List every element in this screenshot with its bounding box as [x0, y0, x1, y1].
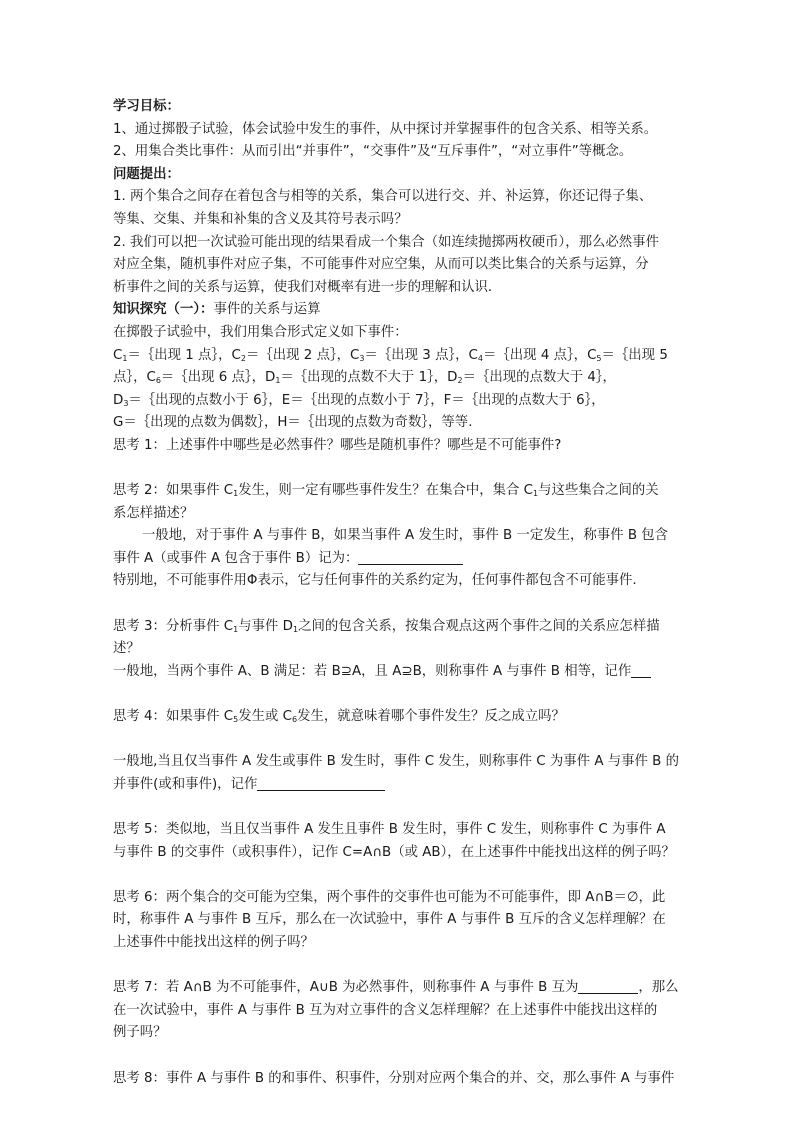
subscript-text: 2 — [240, 353, 246, 363]
subscript-text: 1 — [533, 489, 539, 499]
text-segment: ＝｛出现 1 点｝，C — [127, 347, 241, 363]
subscript-text: 1 — [233, 624, 239, 634]
text-segment: ＝｛出现 6 点｝，D — [160, 370, 276, 386]
text-segment: C — [113, 347, 123, 363]
think-5-line-2: 与事件 B 的交事件（或积事件），记作 C=A∩B（或 AB），在上述事件中能找出这样的例子吗？ — [113, 844, 675, 860]
special-note: 特别地，不可能事件用Φ表示，它与任何事件的关系约定为，任何事件都包含不可能事件. — [113, 573, 637, 589]
think-2-line-1 — [113, 480, 685, 503]
text-segment: 与这些集合之间的关 — [538, 483, 659, 499]
equal-line — [113, 661, 685, 684]
subscript-text: 1 — [233, 489, 239, 499]
definition-line-3 — [113, 390, 685, 413]
question-1-line-2: 等集、交集、并集和补集的含义及其符号表示吗？ — [113, 211, 408, 227]
heading-explore-topic: 事件的关系与运算 — [213, 302, 321, 318]
text-segment: 发生，则一定有哪些事件发生？在集合中，集合 C — [238, 483, 534, 499]
text-segment: ＝｛出现 2 点｝，C — [245, 347, 360, 363]
text-segment: 思考 2：如果事件 C — [113, 483, 234, 499]
subscript-text: 1 — [292, 624, 299, 634]
definition-line-2 — [113, 367, 685, 390]
subscript-text: 5 — [233, 715, 239, 725]
goal-1: 1、通过掷骰子试验，体会试验中发生的事件，从中探讨并掌握事件的包含关系、相等关系。 — [113, 121, 658, 137]
subscript-text: 3 — [359, 353, 365, 363]
contain-line-1: 一般地，对于事件 A 与事件 B，如果当事件 A 发生时，事件 B 一定发生，称事件 B 包含 — [142, 528, 669, 544]
text-segment: ＝｛出现的点数不大于 1｝，D — [280, 370, 458, 386]
heading-learning-goals: 学习目标： — [113, 99, 180, 114]
think-6-line-3: 上述事件中能找出这样的例子吗？ — [113, 934, 314, 950]
goal-2: 2、用集合类比事件：从而引出“并事件”，“交事件”及“互斥事件”，“对立事件”等概念。 — [113, 144, 633, 160]
union-answer-blank[interactable] — [257, 775, 385, 791]
union-line-1: 一般地,当且仅当事件 A 发生或事件 B 发生时，事件 C 发生，则称事件 C 为事件 A 与事件 B 的 — [113, 754, 680, 770]
question-2-line-3: 析事件之间的关系与运算，使我们对概率有进一步的理解和认识． — [113, 279, 502, 295]
think-6-line-2: 时，称事件 A 与事件 B 互斥，那么在一次试验中，事件 A 与事件 B 互斥的含义怎样理解？在 — [113, 912, 666, 928]
text-segment: ＝｛出现 4 点｝，C — [483, 347, 597, 363]
subscript-text: 3 — [123, 398, 129, 408]
think-7-text-end: ，那么 — [638, 980, 679, 996]
contain-text: 事件 A（或事件 A 包含于事件 B）记为： — [113, 550, 359, 566]
text-segment: ＝｛出现 5 — [601, 347, 668, 363]
union-line-2 — [113, 774, 685, 797]
text-segment: 与事件 D — [238, 618, 293, 634]
worksheet-page — [113, 96, 685, 1090]
contain-line-2 — [113, 548, 685, 571]
text-segment: ＝｛出现的点数大于 4｝， — [462, 370, 616, 386]
subscript-text: 2 — [457, 376, 463, 386]
subscript-text: 6 — [292, 715, 298, 725]
think-7-line-1 — [113, 977, 685, 1000]
text-segment: 思考 3：分析事件 C — [113, 618, 234, 634]
think-2-line-2: 系怎样描述？ — [113, 505, 194, 521]
think-3-line-2: 述？ — [113, 641, 140, 657]
text-segment: 点｝，C — [113, 370, 156, 386]
text-segment: 发生，就意味着哪个事件发生？反之成立吗？ — [297, 709, 565, 725]
union-text: 并事件(或和事件)，记作 — [113, 776, 258, 792]
equal-answer-blank[interactable] — [631, 662, 651, 678]
think-6-line-1: 思考 6：两个集合的交可能为空集，两个事件的交事件也可能为不可能事件，即 A∩B＝∅，此 — [113, 889, 666, 905]
think-7-text: 思考 7：若 A∩B 为不可能事件，A∪B 为必然事件，则称事件 A 与事件 B 互为 — [113, 980, 579, 996]
definition-line-1 — [113, 345, 685, 368]
explore-heading-line — [113, 299, 685, 322]
think-5-line-1: 思考 5：类似地，当且仅当事件 A 发生且事件 B 发生时，事件 C 发生，则称事件 C 为事件 A — [113, 822, 666, 837]
subscript-text: 4 — [477, 353, 483, 363]
text-segment: 思考 4：如果事件 C — [113, 709, 234, 725]
question-1-line-1: 1. 两个集合之间存在着包含与相等的关系，集合可以进行交、并、补运算，你还记得子集、 — [113, 189, 653, 205]
equal-text: 一般地，当两个事件 A、B 满足：若 B⊇A，且 A⊇B，则称事件 A 与事件 B 相等，记作 — [113, 663, 632, 679]
subscript-text: 1 — [275, 376, 281, 386]
subscript-text: 1 — [122, 353, 128, 363]
think-1: 思考 1：上述事件中哪些是必然事件？哪些是随机事件？哪些是不可能事件? — [113, 437, 562, 453]
text-segment: ＝｛出现的点数小于 6｝，E＝｛出现的点数小于 7｝，F＝｛出现的点数大于 6｝， — [128, 392, 605, 408]
think-3-line-1 — [113, 616, 685, 639]
subscript-text: 6 — [155, 376, 161, 386]
text-segment: 之间的包含关系，按集合观点这两个事件之间的关系应怎样描 — [298, 618, 660, 634]
think-7-answer-blank[interactable] — [578, 978, 638, 994]
heading-question: 问题提出： — [113, 166, 180, 182]
heading-explore: 知识探究（一）： — [113, 302, 214, 318]
text-segment: 发生或 C — [238, 709, 292, 725]
intro-text: 在掷骰子试验中，我们用集合形式定义如下事件： — [113, 324, 408, 340]
think-7-line-2: 在一次试验中，事件 A 与事件 B 互为对立事件的含义怎样理解？在上述事件中能找出这样的 — [113, 1002, 658, 1018]
think-8: 思考 8：事件 A 与事件 B 的和事件、积事件，分别对应两个集合的并、交，那么事件 A 与事件 — [113, 1070, 675, 1086]
question-2-line-1: 2. 我们可以把一次试验可能出现的结果看成一个集合（如连续抛掷两枚硬币），那么必然事件 — [113, 234, 659, 250]
contain-answer-blank[interactable] — [358, 549, 463, 565]
text-segment: D — [113, 392, 124, 408]
definition-line-4: G＝｛出现的点数为偶数｝，H＝｛出现的点数为奇数｝，等等. — [113, 415, 473, 431]
text-segment: ＝｛出现 3 点｝，C — [364, 347, 478, 363]
subscript-text: 5 — [596, 353, 602, 363]
question-2-line-2: 对应全集，随机事件对应子集，不可能事件对应空集，从而可以类比集合的关系与运算，分 — [113, 257, 649, 273]
think-4 — [113, 706, 685, 729]
think-7-line-3: 例子吗？ — [113, 1025, 167, 1041]
